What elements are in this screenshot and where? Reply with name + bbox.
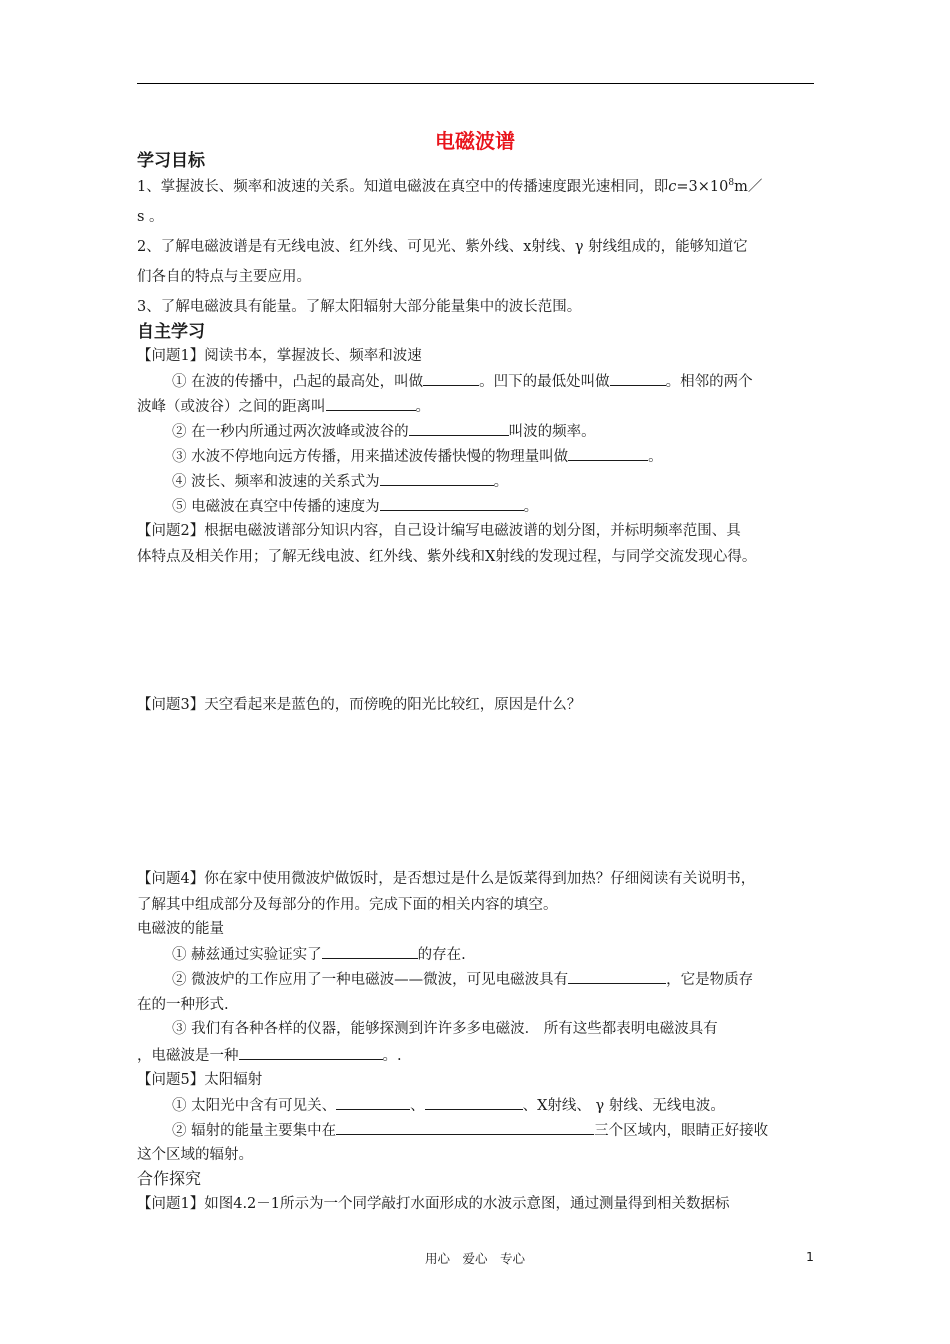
energy-subheading: 电磁波的能量 [137, 921, 224, 937]
question-4-line-1: 【问题4】你在家中使用微波炉做饭时，是否想过是什么是饭菜得到加热？仔细阅读有关说明书， [137, 871, 756, 887]
question-2-line-1: 【问题2】根据电磁波谱部分知识内容，自己设计编写电磁波谱的划分图，并标明频率范围、具 [137, 523, 741, 539]
objective-2: 2、了解电磁波谱是有无线电波、红外线、可见光、紫外线、x射线、γ 射线组成的，能够知道它 [137, 239, 748, 255]
answer-blank[interactable] [610, 371, 666, 386]
question-1-item-4: ④ 波长、频率和波速的关系式为 。 [172, 471, 508, 492]
question-5-heading: 【问题5】太阳辐射 [137, 1072, 263, 1088]
speed-symbol: c [668, 179, 677, 195]
answer-blank[interactable] [409, 421, 509, 436]
header-rule [137, 83, 814, 84]
answer-blank[interactable] [568, 446, 648, 461]
objective-3: 3、了解电磁波具有能量。了解太阳辐射大部分能量集中的波长范围。 [137, 299, 582, 315]
answer-blank[interactable] [568, 969, 666, 984]
answer-blank[interactable] [239, 1045, 383, 1060]
section-heading-cooperate: 合作探究 [137, 1169, 202, 1188]
question-1-heading: 【问题1】阅读书本，掌握波长、频率和波速 [137, 348, 422, 364]
objective-1 [137, 177, 762, 197]
question-1-item-1: ① 在波的传播中，凸起的最高处，叫做 。凹下的最低处叫做 。相邻的两个 [172, 371, 753, 392]
speed-value: =3×10 [676, 179, 729, 195]
answer-blank[interactable] [336, 1120, 594, 1135]
section-heading-objectives: 学习目标 [137, 151, 205, 171]
page-number: 1 [806, 1249, 814, 1264]
answer-blank[interactable] [322, 944, 418, 959]
question-1-item-3: ③ 水波不停地向远方传播，用来描述波传播快慢的物理量叫做 。 [172, 446, 663, 467]
page-footer: 用心 爱心 专心 [424, 1251, 525, 1266]
speed-unit: m／ [734, 179, 763, 195]
answer-blank[interactable] [336, 1095, 410, 1110]
question-5-item-2: ② 辐射的能量主要集中在 三个区域内，眼睛正好接收 [172, 1120, 768, 1141]
objective-1-cont: s 。 [137, 209, 164, 225]
question-4-item-3-cont: ，电磁波是一种 。. [137, 1045, 402, 1066]
question-1-item-2: ② 在一秒内所通过两次波峰或波谷的 叫波的频率。 [172, 421, 596, 442]
objective-2-cont: 们各自的特点与主要应用。 [137, 269, 311, 285]
answer-blank[interactable] [326, 396, 416, 411]
speed-exponent: 8 [728, 178, 735, 188]
question-2-line-2: 体特点及相关作用；了解无线电波、红外线、紫外线和X射线的发现过程，与同学交流发现心得。 [137, 549, 757, 565]
question-4-item-1: ① 赫兹通过实验证实了 的存在. [172, 944, 466, 965]
answer-blank[interactable] [380, 496, 524, 511]
page-title: 电磁波谱 [435, 129, 515, 153]
question-1-item-5: ⑤ 电磁波在真空中传播的速度为 。 [172, 496, 538, 517]
question-4-item-3: ③ 我们有各种各样的仪器，能够探测到许许多多电磁波． 所有这些都表明电磁波具有 [172, 1021, 718, 1037]
question-4-item-2-cont: 在的一种形式. [137, 997, 229, 1013]
question-3: 【问题3】天空看起来是蓝色的，而傍晚的阳光比较红，原因是什么？ [137, 697, 582, 713]
section-heading-self-study: 自主学习 [137, 322, 205, 342]
answer-blank[interactable] [425, 1095, 523, 1110]
question-4-line-2: 了解其中组成部分及每部分的作用。完成下面的相关内容的填空。 [137, 897, 558, 913]
question-5-item-2-cont: 这个区域的辐射。 [137, 1147, 253, 1163]
question-4-item-2: ② 微波炉的工作应用了一种电磁波——微波，可见电磁波具有 ，它是物质存 [172, 969, 753, 990]
question-1-item-1-cont: 波峰（或波谷）之间的距离叫 。 [137, 396, 430, 417]
answer-blank[interactable] [380, 471, 494, 486]
question-5-item-1: ① 太阳光中含有可见关、 、 、X射线、 γ 射线、无线电波。 [172, 1095, 725, 1116]
cooperate-question-1: 【问题1】如图4.2－1所示为一个同学敲打水面形成的水波示意图，通过测量得到相关数据标 [137, 1196, 730, 1212]
answer-blank[interactable] [423, 371, 479, 386]
objective-1-text: 1、掌握波长、频率和波速的关系。知道电磁波在真空中的传播速度跟光速相同，即 [137, 179, 669, 195]
